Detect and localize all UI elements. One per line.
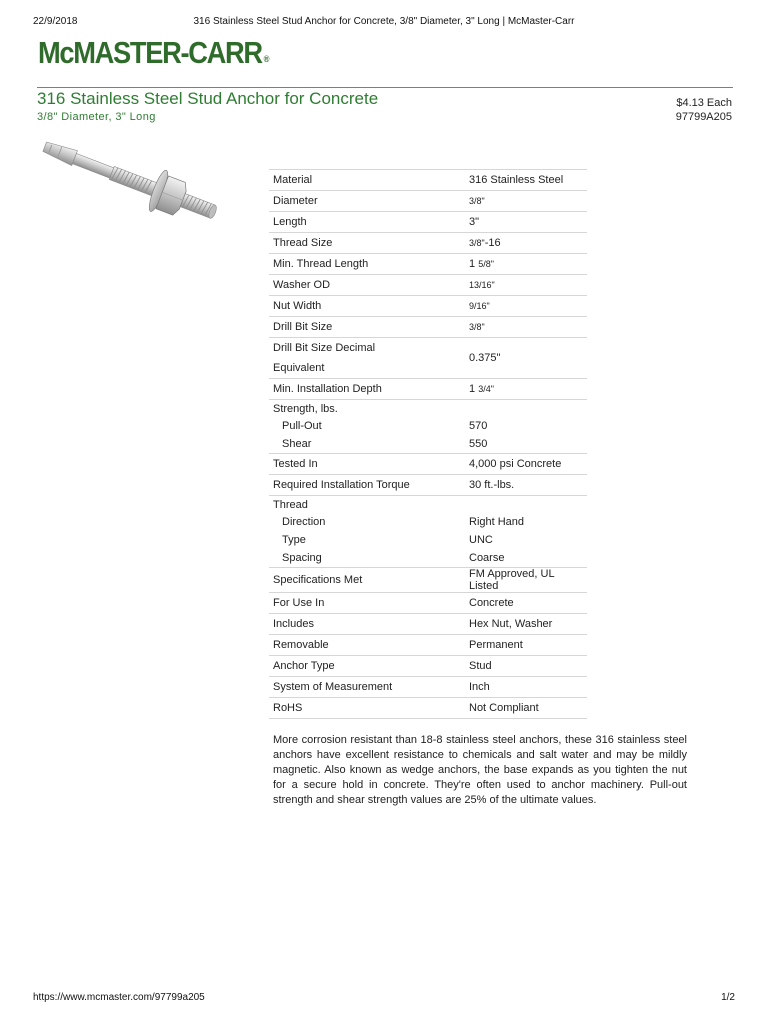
spec-label: Type — [282, 534, 306, 546]
spec-value — [465, 254, 587, 275]
spec-row-thread-direction — [269, 513, 587, 531]
spec-row-rohs — [269, 698, 587, 719]
spec-group-label: Thread — [269, 496, 465, 514]
min-thread-length-fraction: 5/8" — [478, 259, 494, 269]
spec-value — [465, 379, 587, 400]
spec-label: Anchor Type — [269, 656, 465, 677]
spec-label: Material — [269, 170, 465, 191]
nut-width-value: 9/16" — [469, 301, 490, 311]
spec-row-nut-width — [269, 296, 587, 317]
product-subtitle: 3/8" Diameter, 3" Long — [37, 111, 156, 123]
spec-row-thread-size — [269, 233, 587, 254]
spec-label: Specifications Met — [269, 568, 465, 593]
spec-label — [269, 338, 465, 379]
product-title: 316 Stainless Steel Stud Anchor for Concrete — [37, 89, 379, 108]
drill-bit-decimal-label-line2: Equivalent — [273, 362, 325, 374]
diameter-value: 3/8" — [469, 196, 485, 206]
spec-value: 570 — [469, 420, 488, 432]
spec-label: Length — [269, 212, 465, 233]
specifications-table — [269, 169, 587, 719]
spec-value — [465, 191, 587, 212]
spec-row-system-of-measurement — [269, 677, 587, 698]
spec-label: Washer OD — [269, 275, 465, 296]
spec-value: Inch — [465, 677, 587, 698]
spec-value: Permanent — [465, 635, 587, 656]
drill-bit-size-value: 3/8" — [469, 322, 485, 332]
spec-label: Removable — [269, 635, 465, 656]
min-install-depth-whole: 1 — [469, 383, 476, 395]
spec-label: Shear — [282, 438, 312, 450]
spec-value: 0.375" — [465, 338, 587, 379]
spec-row-anchor-type — [269, 656, 587, 677]
spec-label: Diameter — [269, 191, 465, 212]
spec-value: 30 ft.-lbs. — [465, 475, 587, 496]
stud-anchor-icon — [36, 140, 232, 224]
spec-label: Required Installation Torque — [269, 475, 465, 496]
spec-label: Tested In — [269, 454, 465, 475]
spec-value: Not Compliant — [465, 698, 587, 719]
product-description: More corrosion resistant than 18-8 stainless steel anchors, these 316 stainless steel anchors have excellent resistance to chemicals and salt water and may be mildly magnetic. Also known as wedge anchors, the base expands as you tighten the nut for a secure hold in concrete. They're often used to anchor machinery. Pull-out strength and shear strength values are 25% of the ultimate values. — [273, 734, 687, 806]
spec-row-installation-torque — [269, 475, 587, 496]
logo-text: McMASTER-CARR — [38, 35, 262, 70]
spec-value: Hex Nut, Washer — [465, 614, 587, 635]
spec-value — [465, 496, 587, 514]
spec-group-thread — [269, 496, 587, 514]
spec-value: 550 — [469, 438, 488, 450]
spec-value — [465, 296, 587, 317]
spec-value: 3" — [465, 212, 587, 233]
spec-row-diameter — [269, 191, 587, 212]
spec-value: FM Approved, UL Listed — [465, 568, 587, 593]
print-header — [33, 16, 735, 32]
spec-row-for-use-in — [269, 593, 587, 614]
thread-size-pitch: -16 — [484, 237, 501, 249]
spec-label: Min. Installation Depth — [269, 379, 465, 400]
spec-value — [465, 317, 587, 338]
spec-value — [465, 275, 587, 296]
spec-row-thread-spacing — [269, 549, 587, 568]
spec-row-thread-type — [269, 531, 587, 549]
spec-row-material — [269, 170, 587, 191]
print-page-title: 316 Stainless Steel Stud Anchor for Concrete, 3/8" Diameter, 3" Long | McMaster-Carr — [193, 16, 575, 27]
spec-group-strength — [269, 400, 587, 418]
min-install-depth-fraction: 3/4" — [478, 384, 494, 394]
product-price: $4.13 Each — [676, 97, 732, 109]
print-date: 22/9/2018 — [33, 16, 78, 27]
spec-row-specifications-met — [269, 568, 587, 593]
spec-value: UNC — [469, 534, 493, 546]
spec-row-washer-od — [269, 275, 587, 296]
mcmaster-carr-logo[interactable] — [38, 35, 269, 71]
spec-label: RoHS — [269, 698, 465, 719]
spec-group-label: Strength, lbs. — [269, 400, 465, 418]
spec-value: 4,000 psi Concrete — [465, 454, 587, 475]
spec-value — [465, 400, 587, 418]
spec-value: 316 Stainless Steel — [465, 170, 587, 191]
spec-label: Direction — [282, 516, 326, 528]
header-divider — [37, 87, 733, 88]
part-number: 97799A205 — [675, 111, 732, 123]
spec-row-drill-bit-decimal — [269, 338, 587, 379]
min-thread-length-whole: 1 — [469, 258, 476, 270]
spec-row-pull-out — [269, 417, 587, 435]
spec-value: Stud — [465, 656, 587, 677]
spec-row-removable — [269, 635, 587, 656]
spec-label: Pull-Out — [282, 420, 322, 432]
spec-label: Includes — [269, 614, 465, 635]
spec-row-includes — [269, 614, 587, 635]
washer-od-value: 13/16" — [469, 280, 495, 290]
spec-value: Coarse — [469, 552, 505, 564]
spec-row-drill-bit-size — [269, 317, 587, 338]
page-number: 1/2 — [721, 992, 735, 1003]
spec-value: Concrete — [465, 593, 587, 614]
spec-label: Nut Width — [269, 296, 465, 317]
spec-row-min-thread-length — [269, 254, 587, 275]
spec-label: For Use In — [269, 593, 465, 614]
drill-bit-decimal-label-line1: Drill Bit Size Decimal — [273, 342, 376, 354]
spec-label: Spacing — [282, 552, 322, 564]
registered-mark: ® — [263, 54, 270, 64]
spec-row-min-installation-depth — [269, 379, 587, 400]
spec-value — [465, 233, 587, 254]
spec-label: Drill Bit Size — [269, 317, 465, 338]
spec-row-tested-in — [269, 454, 587, 475]
spec-label: Min. Thread Length — [269, 254, 465, 275]
spec-row-length — [269, 212, 587, 233]
spec-row-shear — [269, 435, 587, 454]
spec-value: Right Hand — [469, 516, 525, 528]
thread-size-fraction: 3/8" — [469, 238, 485, 248]
spec-label: System of Measurement — [269, 677, 465, 698]
spec-label: Thread Size — [269, 233, 465, 254]
page-url[interactable]: https://www.mcmaster.com/97799a205 — [33, 992, 205, 1003]
